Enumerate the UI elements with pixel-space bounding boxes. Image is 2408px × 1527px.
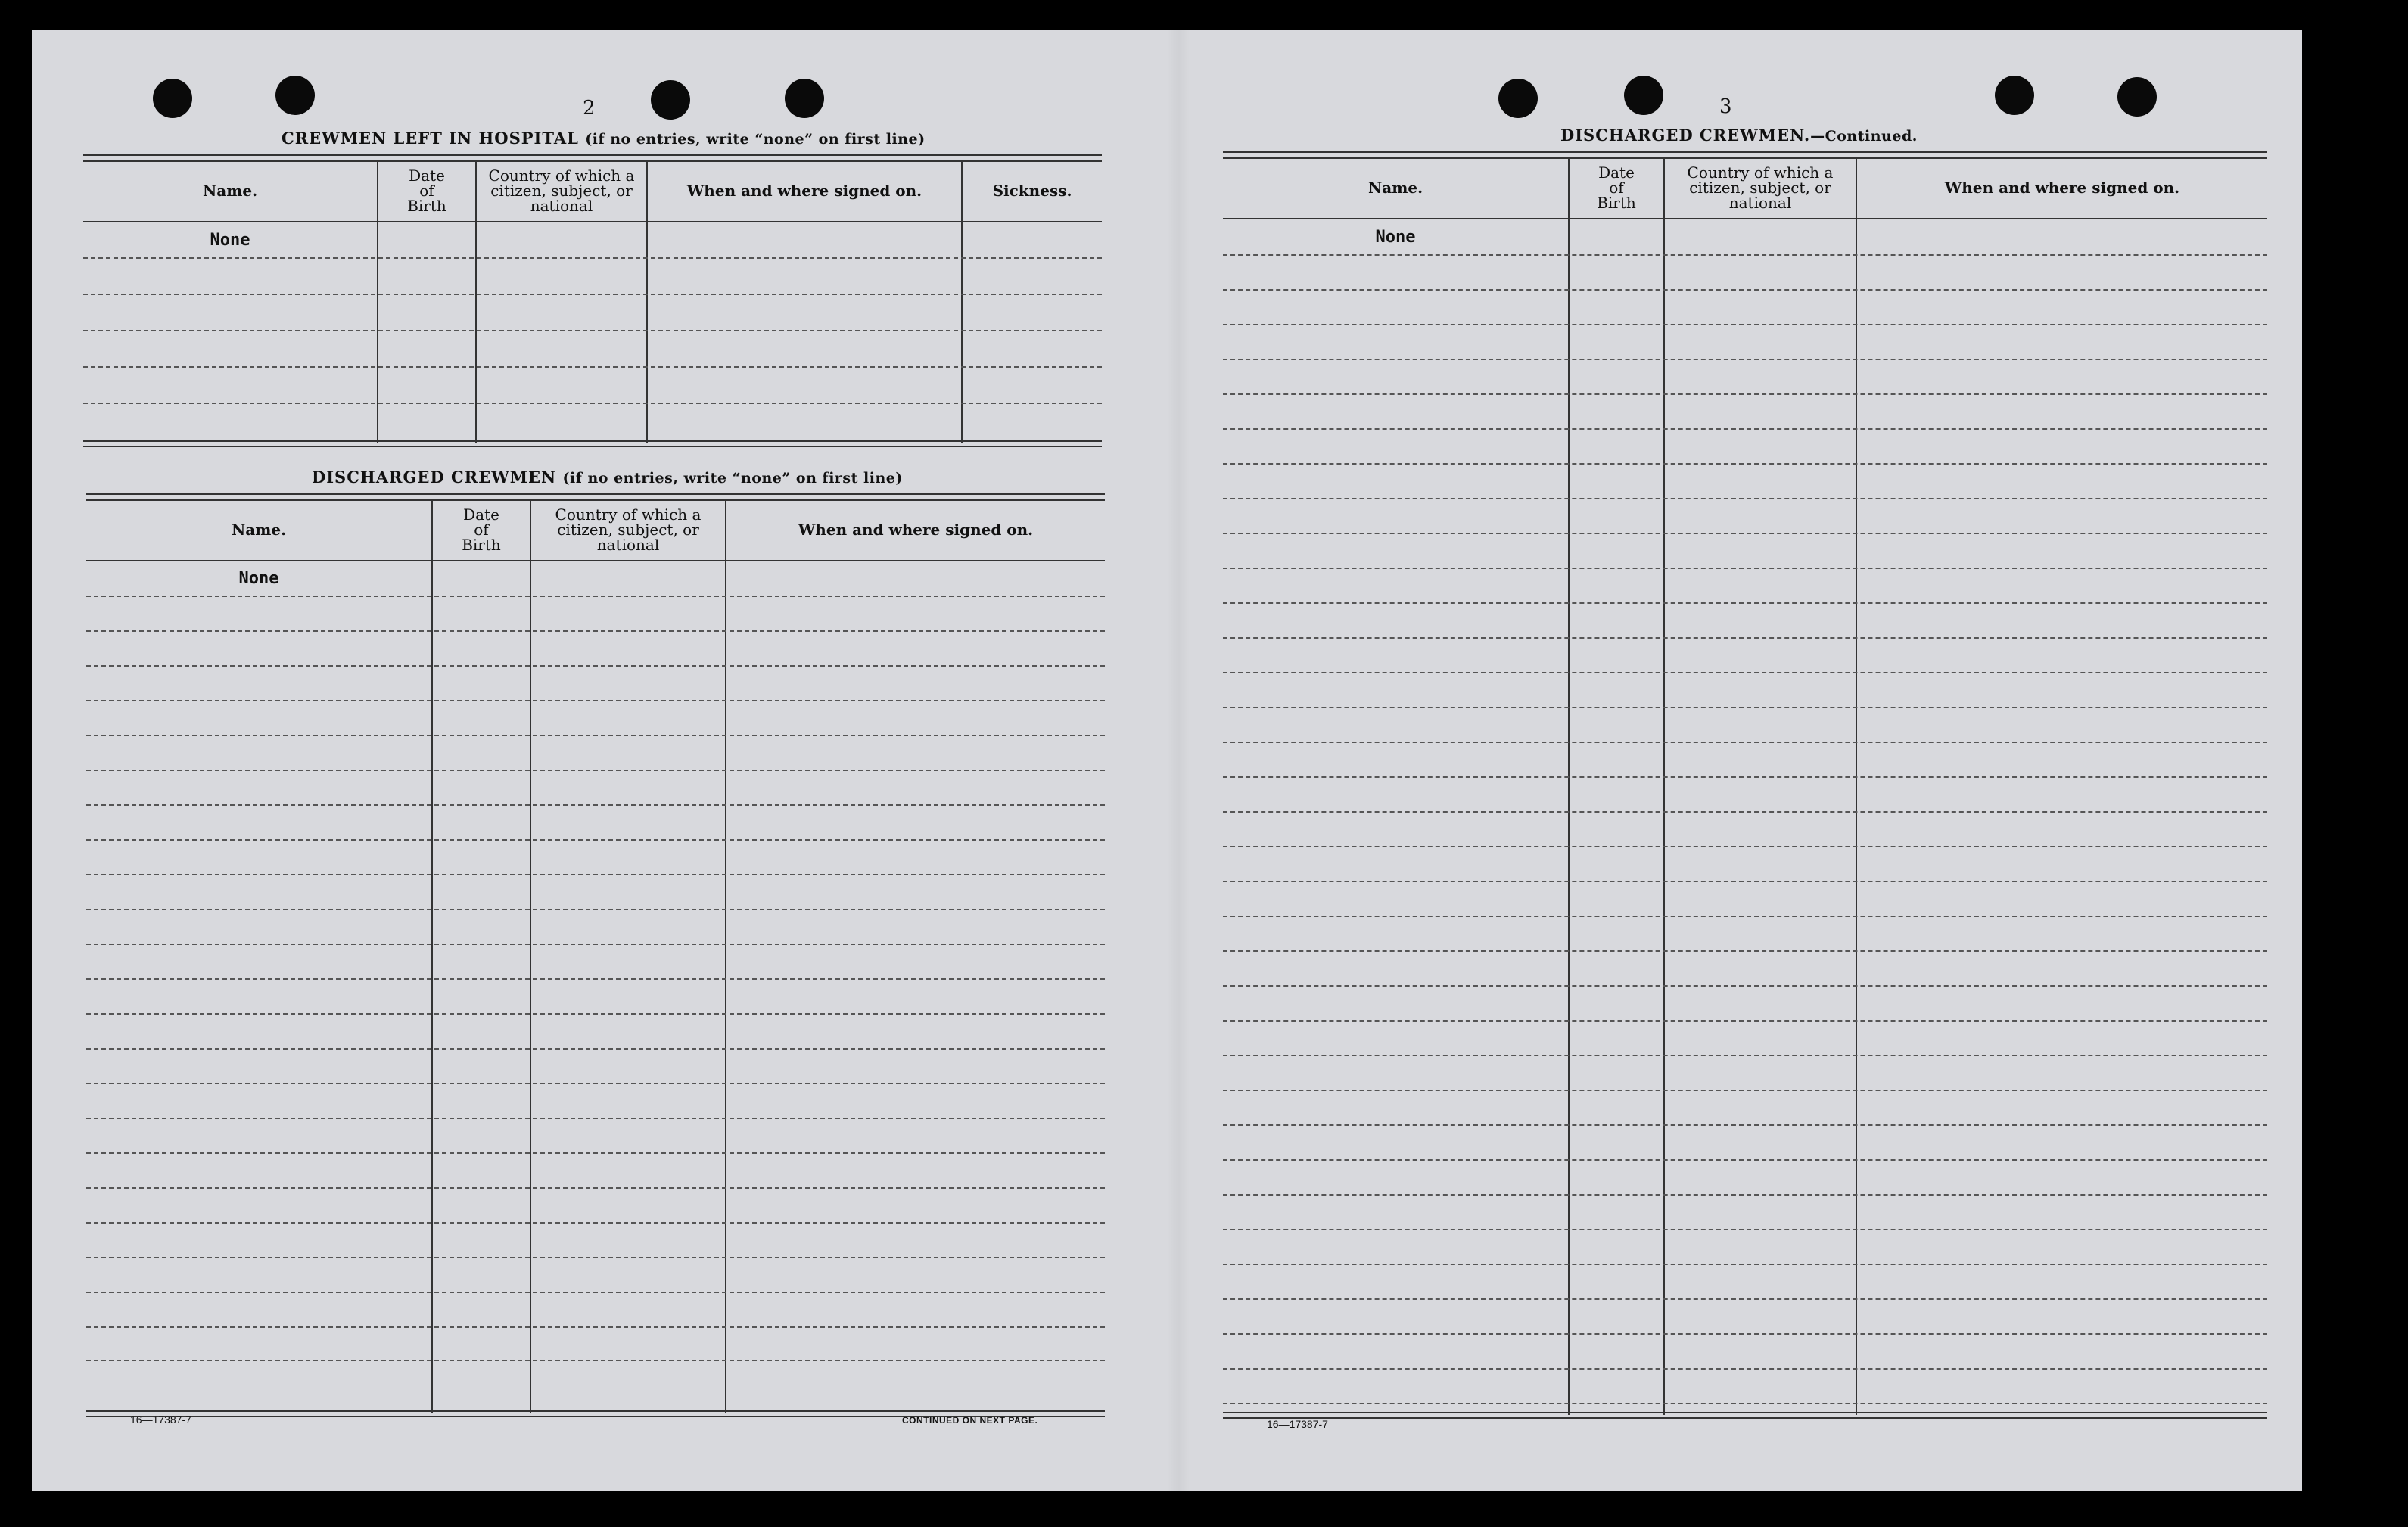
table-row (1223, 219, 2267, 256)
table-row (1223, 291, 2267, 325)
header-country: Country of which a citizen, subject, or national (488, 166, 635, 215)
table-row (86, 1015, 1105, 1050)
table-row (86, 875, 1105, 910)
table-row (1223, 1300, 2267, 1335)
table-row (1223, 325, 2267, 360)
table-row (86, 1050, 1105, 1084)
table-row (86, 806, 1105, 841)
hospital-table (83, 154, 1102, 475)
table-row (1223, 360, 2267, 395)
table-row (1223, 1404, 2267, 1438)
form-code-left: 16—17387-7 (130, 1413, 191, 1426)
page-number-left: 2 (583, 97, 596, 120)
page-fold (1167, 30, 1190, 1491)
table-row (1223, 743, 2267, 778)
table-row (86, 1154, 1105, 1189)
table-row (1223, 569, 2267, 604)
hospital-title: CREWMEN LEFT IN HOSPITAL (282, 129, 579, 148)
hospital-note: (if no entries, write “none” on first line) (585, 131, 926, 148)
header-signed-on: When and where signed on. (686, 182, 922, 200)
discharged-table (86, 493, 1105, 1439)
entry-none: None (210, 230, 250, 250)
table-bottom-rule (83, 440, 1102, 447)
discharged-rows (86, 561, 1105, 1392)
table-row (86, 1328, 1105, 1361)
table-row (86, 945, 1105, 980)
table-row (83, 404, 1102, 437)
table-row (83, 295, 1102, 331)
table-bottom-rule (1223, 1412, 2267, 1419)
header-name: Name. (202, 182, 258, 200)
table-row (1223, 882, 2267, 917)
table-row (86, 667, 1105, 701)
hospital-section-title (282, 129, 926, 148)
header-signed-on: When and where signed on. (798, 521, 1034, 539)
header-sickness: Sickness. (992, 182, 1072, 200)
header-signed-on: When and where signed on. (1944, 179, 2180, 197)
discharged-continued-rows (1223, 219, 2267, 1438)
header-country: Country of which a citizen, subject, or national (1687, 163, 1834, 212)
header-date-of-birth: Date of Birth (462, 505, 501, 554)
table-row (86, 597, 1105, 632)
discharged-continued-table (1223, 151, 2267, 1453)
table-row (86, 841, 1105, 875)
page-number-right: 3 (1719, 95, 1732, 118)
table-row (86, 701, 1105, 736)
table-row (83, 259, 1102, 295)
punch-hole (651, 80, 690, 120)
table-row (1223, 639, 2267, 673)
punch-hole (275, 76, 315, 115)
table-row (83, 222, 1102, 259)
discharged-note: (if no entries, write “none” on first line) (562, 470, 903, 487)
continued-note: CONTINUED ON NEXT PAGE. (902, 1415, 1038, 1426)
table-row (1223, 1161, 2267, 1196)
table-row (86, 1224, 1105, 1258)
header-country: Country of which a citizen, subject, or national (555, 505, 702, 554)
discharged-continued-title (1560, 126, 1918, 145)
table-row (1223, 847, 2267, 882)
table-row (1223, 1126, 2267, 1161)
table-row (1223, 1091, 2267, 1126)
table-row (1223, 430, 2267, 465)
punch-hole (1624, 76, 1663, 115)
table-row (86, 910, 1105, 945)
header-name: Name. (231, 521, 287, 539)
table-row (1223, 1230, 2267, 1265)
discharged-continued-main: DISCHARGED CREWMEN. (1560, 126, 1811, 145)
header-date-of-birth: Date of Birth (1597, 163, 1636, 212)
form-code-right: 16—17387-7 (1267, 1418, 1328, 1430)
punch-hole (1995, 76, 2034, 115)
header-name: Name. (1367, 179, 1423, 197)
table-row (86, 1361, 1105, 1392)
table-row (86, 561, 1105, 597)
punch-hole (153, 79, 192, 118)
table-row (86, 1258, 1105, 1293)
table-row (86, 632, 1105, 667)
entry-none: None (238, 569, 279, 588)
table-row (1223, 1196, 2267, 1230)
table-row (86, 1189, 1105, 1224)
table-row (1223, 952, 2267, 987)
table-row (1223, 1335, 2267, 1370)
discharged-continued-note: —Continued. (1810, 128, 1918, 145)
entry-none: None (1375, 227, 1416, 247)
table-row (1223, 604, 2267, 639)
punch-hole (2117, 77, 2157, 117)
table-row (86, 1293, 1105, 1328)
table-row (86, 736, 1105, 771)
table-row (1223, 708, 2267, 743)
punch-hole (1498, 79, 1538, 118)
table-row (1223, 465, 2267, 499)
table-row (83, 331, 1102, 368)
table-row (1223, 395, 2267, 430)
table-row (86, 771, 1105, 806)
discharged-section-title (312, 468, 903, 487)
table-row (1223, 499, 2267, 534)
table-row (1223, 534, 2267, 569)
table-row (1223, 1056, 2267, 1091)
table-row (1223, 1370, 2267, 1404)
table-row (1223, 778, 2267, 813)
form-sheet (32, 30, 2302, 1491)
table-row (1223, 917, 2267, 952)
discharged-title: DISCHARGED CREWMEN (312, 468, 557, 487)
table-row (83, 368, 1102, 404)
table-row (86, 1119, 1105, 1154)
header-date-of-birth: Date of Birth (407, 166, 446, 215)
table-row (1223, 1265, 2267, 1300)
table-row (1223, 256, 2267, 291)
table-row (1223, 987, 2267, 1022)
table-row (1223, 1022, 2267, 1056)
table-row (86, 980, 1105, 1015)
hospital-rows (83, 222, 1102, 437)
table-row (1223, 813, 2267, 847)
table-row (86, 1084, 1105, 1119)
table-row (1223, 673, 2267, 708)
punch-hole (785, 79, 824, 118)
